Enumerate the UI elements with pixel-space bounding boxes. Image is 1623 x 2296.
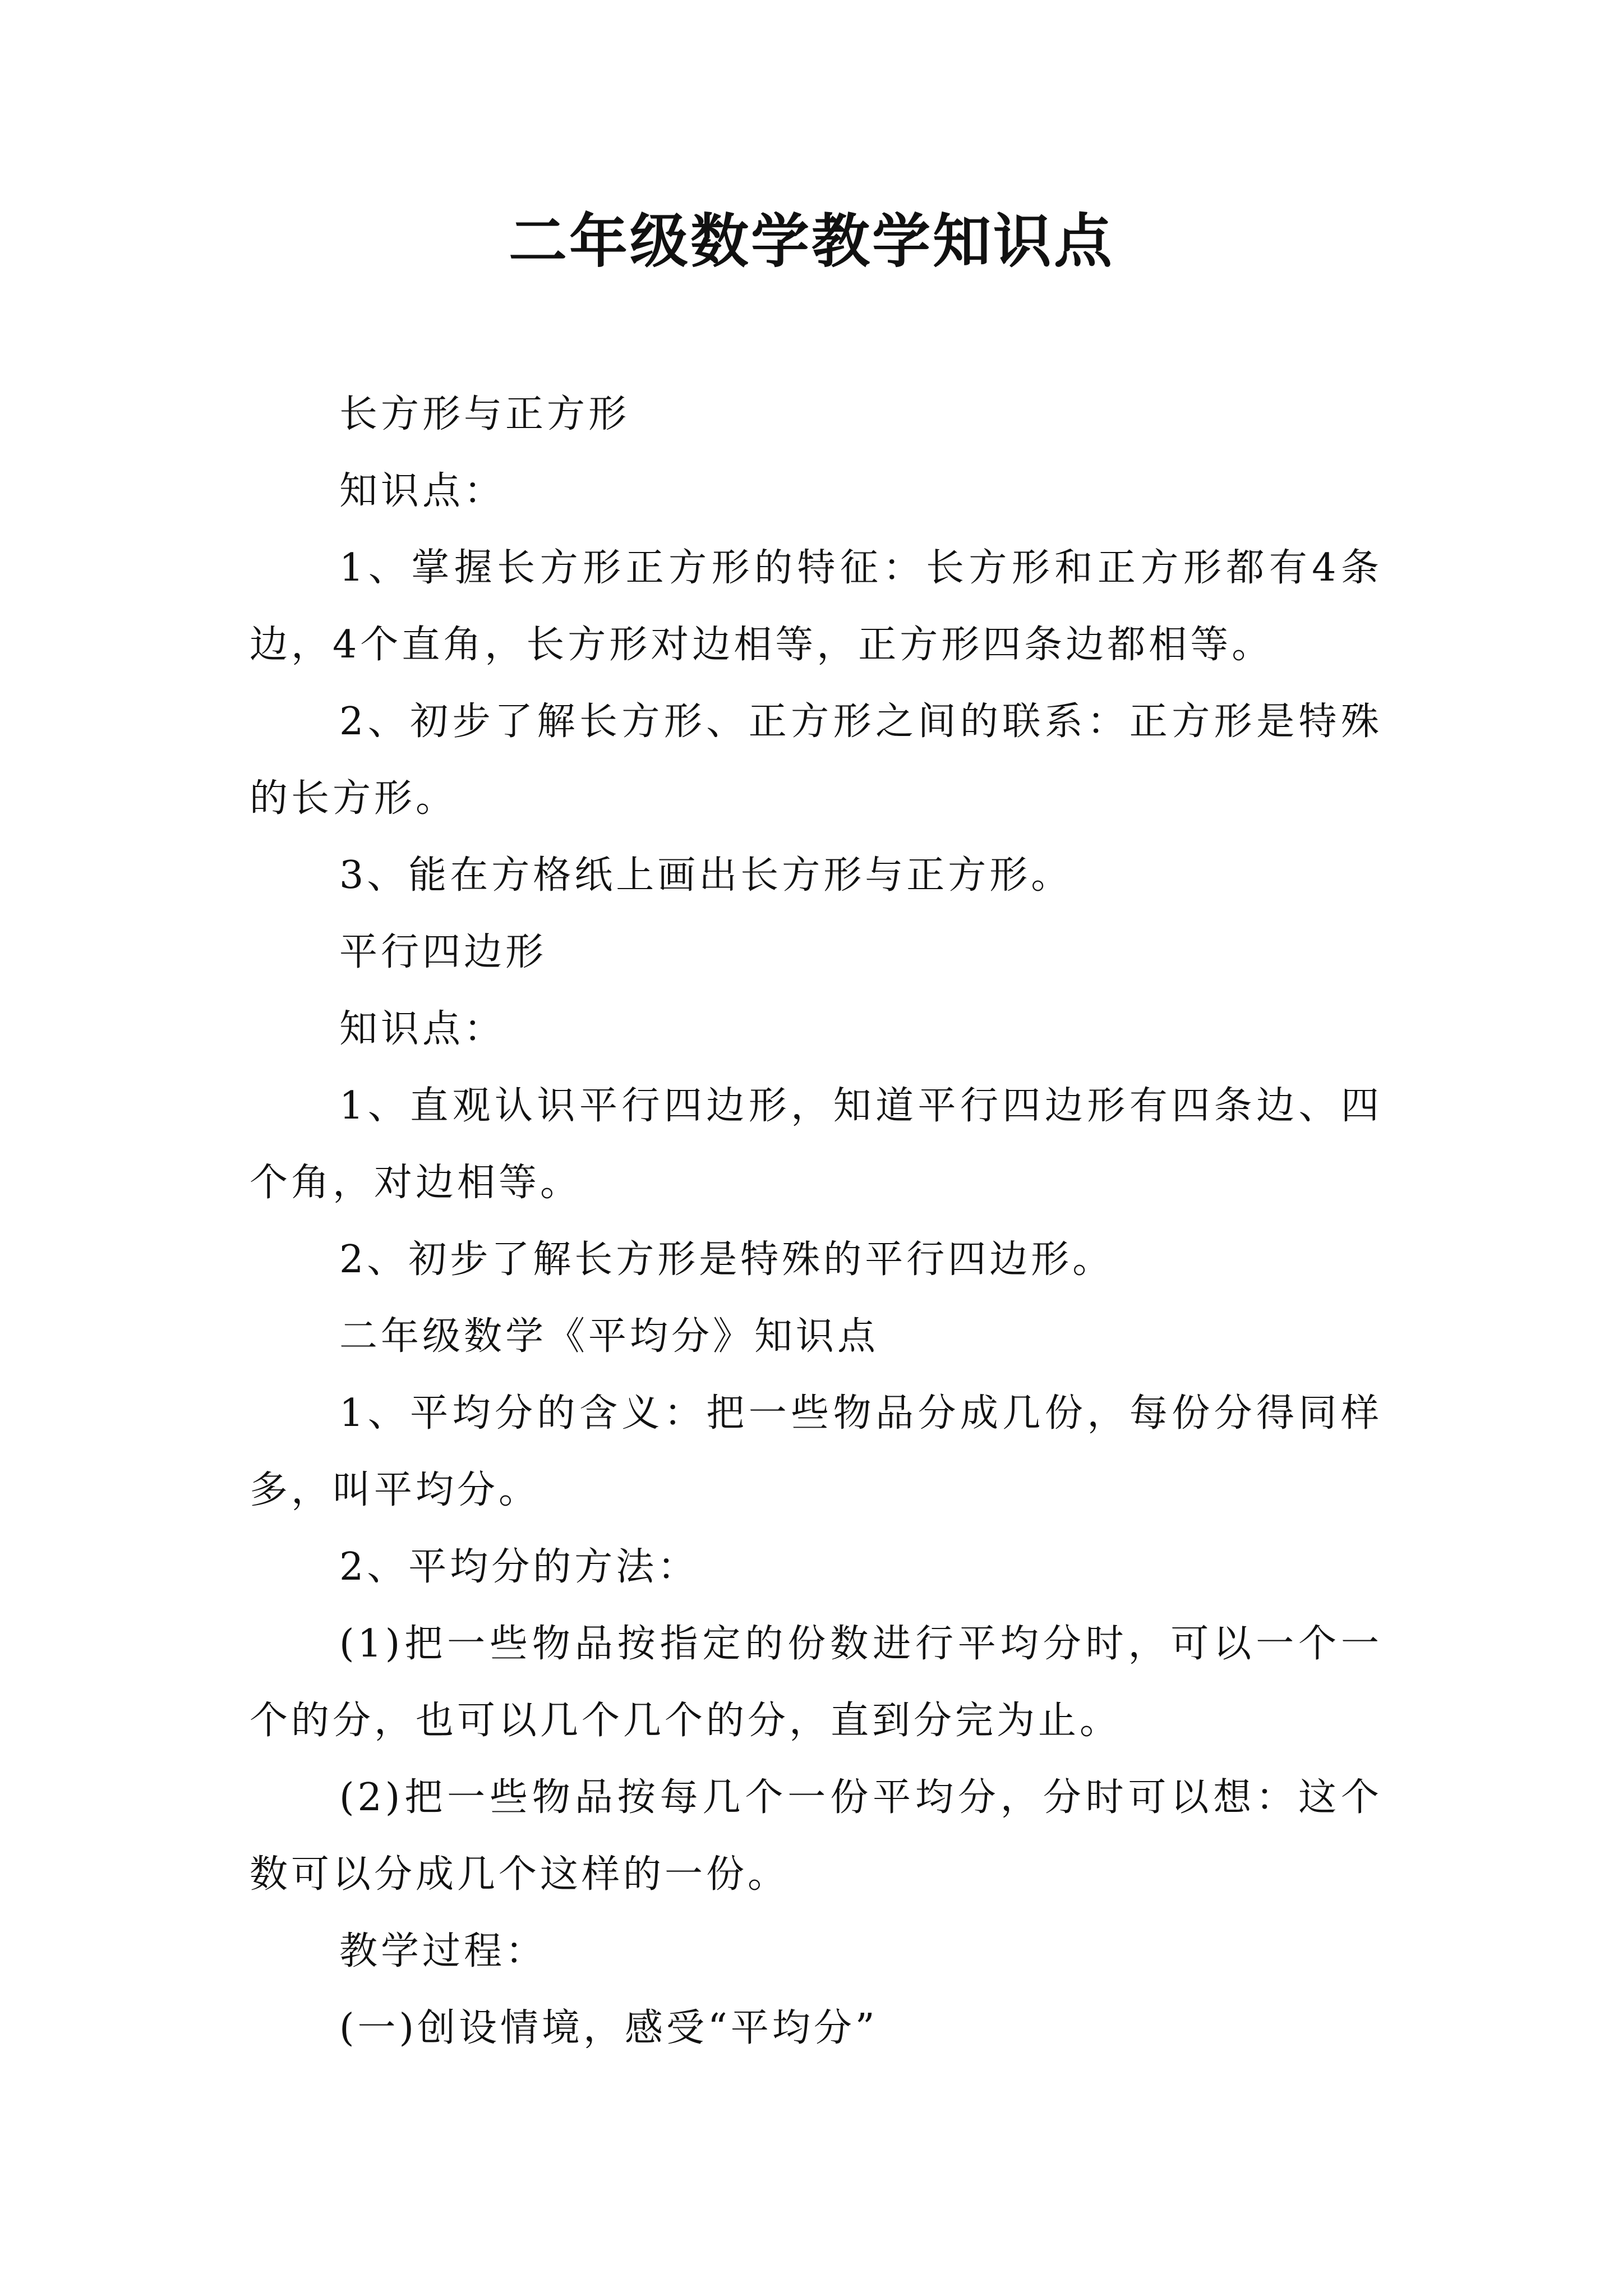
paragraph: 3、能在方格纸上画出长方形与正方形。	[339, 853, 1073, 898]
knowledge-label: 知识点：	[339, 1007, 506, 1051]
paragraph: (2)把一些物品按每几个一份平均分，分时可以想：这个数可以分成几个这样的一份。	[250, 1775, 1382, 1897]
section-heading: 平行四边形	[339, 930, 547, 974]
paragraph: (1)把一些物品按指定的份数进行平均分时，可以一个一个的分，也可以几个几个的分，直到分完为止。	[250, 1622, 1382, 1743]
knowledge-label: 知识点：	[339, 469, 506, 513]
paragraph: 1、直观认识平行四边形，知道平行四边形有四条边、四个角，对边相等。	[250, 1084, 1382, 1205]
paragraph: 1、平均分的含义：把一些物品分成几份，每份分得同样多，叫平均分。	[250, 1391, 1382, 1512]
teaching-process-label: 教学过程：	[339, 1929, 547, 1973]
section-heading: 长方形与正方形	[339, 392, 630, 436]
page-title: 二年级数学教学知识点	[508, 207, 1114, 275]
section-heading: 二年级数学《平均分》知识点	[339, 1314, 879, 1359]
paragraph: 2、初步了解长方形是特殊的平行四边形。	[339, 1237, 1114, 1282]
paragraph: 2、初步了解长方形、正方形之间的联系：正方形是特殊的长方形。	[250, 700, 1382, 821]
paragraph: 2、平均分的方法：	[339, 1545, 699, 1589]
document-body	[250, 376, 1382, 2067]
paragraph: (一)创设情境，感受“平均分”	[339, 2006, 878, 2050]
paragraph: 1、掌握长方形正方形的特征：长方形和正方形都有4条边，4个直角，长方形对边相等，正方形四条边都相等。	[250, 546, 1382, 667]
